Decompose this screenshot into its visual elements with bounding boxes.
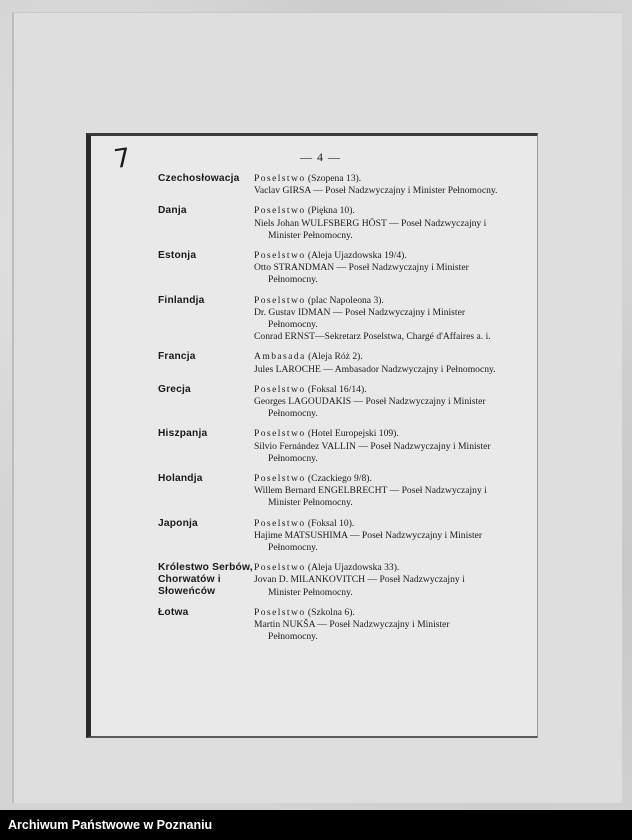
legation-type: Poselstwo xyxy=(254,294,306,306)
envoy-line: Vaclav GIRSA — Poseł Nadzwyczajny i Minister Pełnomocny. xyxy=(254,185,498,197)
entry-netherlands xyxy=(158,473,498,510)
entry-body xyxy=(254,562,498,599)
entry-body xyxy=(254,205,498,242)
legation-line xyxy=(254,428,498,440)
envoy-line: Silvio Fernández VALLIN — Poseł Nadzwyczajny i Minister Pełnomocny. xyxy=(254,440,491,464)
legation-type: Poselstwo xyxy=(254,383,306,395)
entry-estonia xyxy=(158,250,498,287)
entry-czechoslovakia xyxy=(158,173,498,197)
legation-address: (Piękna 10). xyxy=(307,205,355,217)
country-name: Czechosłowacja xyxy=(158,173,240,184)
entry-spain xyxy=(158,428,498,465)
country-name: Grecja xyxy=(158,383,191,395)
archive-footer-bar xyxy=(0,810,632,840)
country-name: Francja xyxy=(158,351,196,363)
entry-kingdom-scs xyxy=(158,562,498,599)
legation-address: (Aleja Róż 2). xyxy=(308,351,363,363)
entry-finland xyxy=(158,295,498,344)
legation-type: Poselstwo xyxy=(254,517,306,529)
legation-type: Poselstwo xyxy=(254,473,306,485)
envoy-line: Niels Johan WULFSBERG HÖST — Poseł Nadzwyczajny i Minister Pełnomocny. xyxy=(254,217,487,241)
legation-address: (Foksal 10). xyxy=(307,517,355,529)
envoy-line: Hajime MATSUSHIMA — Poseł Nadzwyczajny i Minister Pełnomocny. xyxy=(254,529,483,554)
entry-body xyxy=(254,518,498,555)
legation-line xyxy=(254,351,498,363)
legation-type: Poselstwo xyxy=(254,428,306,440)
envoy-line: Martin NUKŠA — Poseł Nadzwyczajny i Minister Pełnomocny. xyxy=(254,619,450,643)
legation-line xyxy=(254,250,498,262)
entry-denmark xyxy=(158,205,498,242)
country-name: Królestwo Serbów, Chorwatów i Słoweńców xyxy=(158,562,253,598)
envoy-line: Jules LAROCHE — Ambasador Nadzwyczajny i Pełnomocny. xyxy=(254,363,496,375)
country-name: Holandja xyxy=(158,473,203,485)
entry-body xyxy=(254,473,498,510)
country-name: Łotwa xyxy=(158,606,189,618)
entry-latvia xyxy=(158,607,498,644)
legation-address: (plac Napoleona 3). xyxy=(307,294,384,306)
legation-address: (Szopena 13). xyxy=(307,173,362,184)
legation-type: Poselstwo xyxy=(254,205,306,217)
country-name: Danja xyxy=(158,205,187,217)
page-number: — 4 — xyxy=(300,150,341,164)
country-name: Finlandja xyxy=(158,294,205,306)
entry-body xyxy=(254,384,498,421)
legation-line xyxy=(254,173,498,185)
legation-line xyxy=(254,562,498,574)
legation-address: (Aleja Ujazdowska 19/4). xyxy=(307,250,407,262)
legation-type: Poselstwo xyxy=(254,606,306,618)
legation-type: Ambasada xyxy=(254,351,306,363)
legation-line xyxy=(254,295,498,307)
envoy-line: Jovan D. MILANKOVITCH — Poseł Nadzwyczajny i Minister Pełnomocny. xyxy=(254,574,465,598)
archive-name: Archiwum Państwowe w Poznaniu xyxy=(8,818,213,832)
legation-line xyxy=(254,607,498,619)
entry-body xyxy=(254,428,498,465)
envoy-line: Conrad ERNST—Sekretarz Poselstwa, Chargé d'Affaires a. i. xyxy=(254,331,491,343)
legation-type: Poselstwo xyxy=(254,173,306,184)
entry-body xyxy=(254,607,498,644)
legation-type: Poselstwo xyxy=(254,250,306,262)
legation-line xyxy=(254,473,498,485)
country-name: Japonja xyxy=(158,517,198,529)
legation-address: (Czackiego 9/8). xyxy=(307,473,372,485)
envoy-line: Willem Bernard ENGELBRECHT — Poseł Nadzwyczajny i Minister Pełnomocny. xyxy=(254,485,487,509)
legation-address: (Aleja Ujazdowska 33). xyxy=(307,562,400,574)
legation-line xyxy=(254,205,498,217)
entry-body xyxy=(254,351,498,375)
entry-japan xyxy=(158,518,498,555)
entry-body xyxy=(254,173,498,197)
entry-body xyxy=(254,295,498,344)
country-name: Hiszpanja xyxy=(158,428,208,440)
country-name: Estonja xyxy=(158,250,197,262)
envoy-line: Otto STRANDMAN — Poseł Nadzwyczajny i Minister Pełnomocny. xyxy=(254,262,469,286)
legation-address: (Hotel Europejski 109). xyxy=(307,428,399,440)
envoy-line: Dr. Gustav IDMAN — Poseł Nadzwyczajny i Minister Pełnomocny. xyxy=(254,306,466,331)
legation-address: (Szkolna 6). xyxy=(307,606,355,618)
entry-greece xyxy=(158,384,498,421)
entry-body xyxy=(254,250,498,287)
legation-line xyxy=(254,384,498,396)
legation-type: Poselstwo xyxy=(254,562,306,574)
entry-france xyxy=(158,351,498,375)
legation-address: (Foksal 16/14). xyxy=(307,383,367,395)
legation-list xyxy=(158,173,498,652)
envoy-line: Georges LAGOUDAKIS — Poseł Nadzwyczajny i Minister Pełnomocny. xyxy=(254,396,486,420)
legation-line xyxy=(254,518,498,530)
handwritten-mark: 7 xyxy=(111,142,133,176)
